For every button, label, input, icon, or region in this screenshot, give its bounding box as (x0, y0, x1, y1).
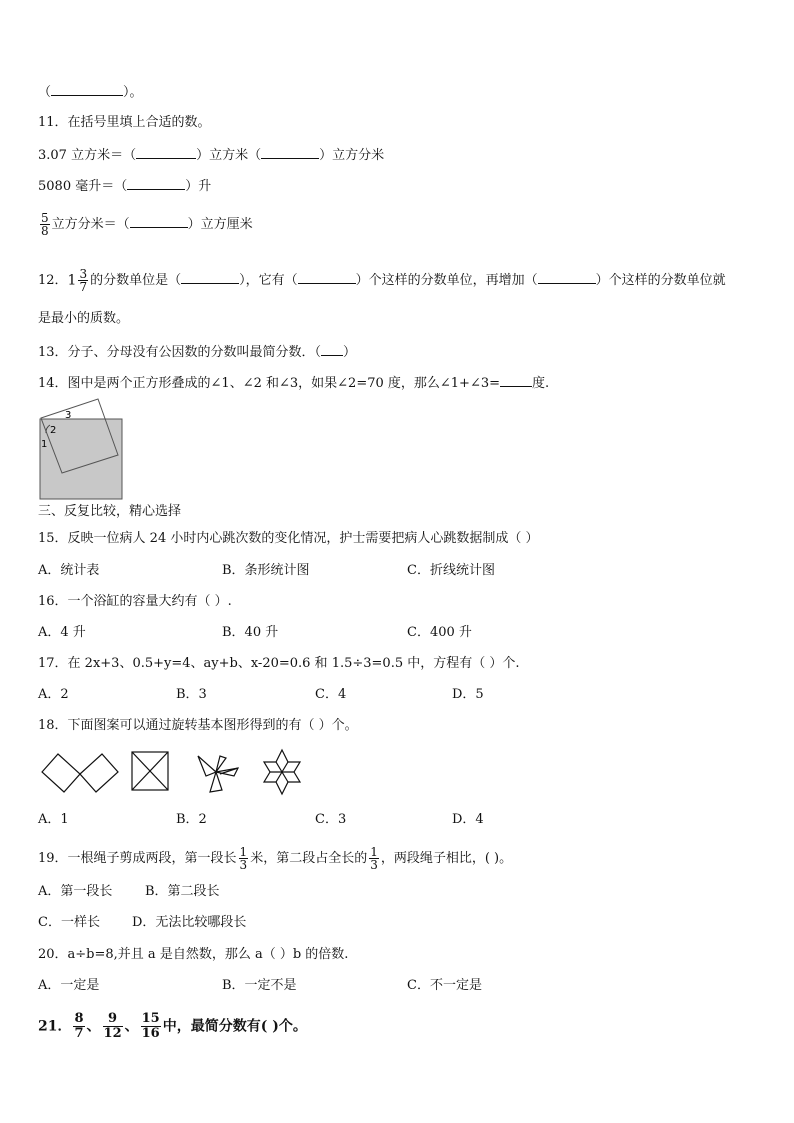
q19-option-b[interactable]: B．第二段长 (145, 884, 220, 899)
q18-patterns (38, 746, 308, 798)
angle-label-1: 1 (41, 439, 48, 450)
q17-stem: 17．在 2x+3、0.5+y=4、ay+b、x-20=0.6 和 1.5÷3=0.5 中，方程有（ ）个. (38, 656, 520, 671)
answer-blank (51, 82, 123, 96)
fraction: $\frac{5}{8}$ (41, 211, 49, 238)
angle-label-2: 2 (50, 425, 57, 436)
q11-line2: 5080 毫升＝（ ）升 (38, 176, 211, 196)
q15-stem: 15．反映一位病人 24 小时内心跳次数的变化情况，护士需要把病人心跳数据制成（ ） (38, 531, 539, 546)
q11-stem: 11．在括号里填上合适的数。 (38, 115, 211, 130)
q17-option-c[interactable]: C．4 (315, 687, 347, 702)
q17-option-b[interactable]: B．3 (176, 687, 207, 702)
q20-option-c[interactable]: C．不一定是 (407, 978, 482, 993)
section-heading: 三、反复比较，精心选择 (38, 504, 182, 519)
q17-option-a[interactable]: A．2 (38, 687, 69, 702)
star-pattern (264, 750, 300, 794)
angle-label-3: 3 (65, 410, 72, 421)
q21: 21． $\frac{8}{7}$ 、 $\frac{9}{12}$ 、 $\frac{15}{16}$ 中，最简分数有( )个。 (38, 1011, 307, 1041)
q19-option-d[interactable]: D．无法比较哪段长 (132, 915, 247, 930)
q15-option-a[interactable]: A．统计表 (38, 563, 100, 578)
q16-option-b[interactable]: B．40 升 (222, 625, 279, 640)
q18-option-b[interactable]: B．2 (176, 812, 207, 827)
q18-stem: 18．下面图案可以通过旋转基本图形得到的有（ ）个。 (38, 718, 358, 733)
q16-option-a[interactable]: A．4 升 (38, 625, 86, 640)
q18-option-d[interactable]: D．4 (452, 812, 484, 827)
q15-option-b[interactable]: B．条形统计图 (222, 563, 310, 578)
q19-option-a[interactable]: A．第一段长 (38, 884, 113, 899)
q18-option-a[interactable]: A．1 (38, 812, 69, 827)
q13: 13．分子、分母没有公因数的分数叫最简分数．（ ） (38, 342, 356, 362)
q14: 14．图中是两个正方形叠成的∠1、∠2 和∠3，如果∠2=70 度，那么∠1+∠3= 度. (38, 373, 549, 393)
q16-stem: 16．一个浴缸的容量大约有（ ）. (38, 594, 232, 609)
q11-line1: 3.07 立方米＝（ ）立方米（ ）立方分米 (38, 145, 384, 165)
overlapping-squares-figure (38, 395, 126, 503)
q18-option-c[interactable]: C．3 (315, 812, 347, 827)
q16-option-c[interactable]: C．400 升 (407, 625, 472, 640)
square-with-diagonals-pattern (132, 752, 168, 790)
q11-line3: $\frac{5}{8}$ 立方分米＝（ ）立方厘米 (41, 211, 253, 238)
q12-line2: 是最小的质数。 (38, 311, 130, 326)
pinwheel-pattern (198, 756, 238, 792)
q15-option-c[interactable]: C．折线统计图 (407, 563, 495, 578)
zigzag-pattern (42, 754, 118, 792)
top-fragment: （ ）。 (38, 82, 143, 102)
q19-stem: 19．一根绳子剪成两段，第一段长 $\frac{1}{3}$ 米，第二段占全长的 $\frac{1}{3}$ ，两段绳子相比，( )。 (38, 845, 513, 872)
q20-stem: 20．a÷b=8,并且 a 是自然数，那么 a（ ）b 的倍数. (38, 947, 349, 962)
q17-option-d[interactable]: D．5 (452, 687, 484, 702)
q20-option-a[interactable]: A．一定是 (38, 978, 100, 993)
q20-option-b[interactable]: B．一定不是 (222, 978, 297, 993)
q19-option-c[interactable]: C．一样长 (38, 915, 100, 930)
q12-line1: 12．1 $\frac{3}{7}$ 的分数单位是（ ），它有（ ）个这样的分数单位，再增加（ ）个这样的分数单位就 (38, 267, 726, 294)
